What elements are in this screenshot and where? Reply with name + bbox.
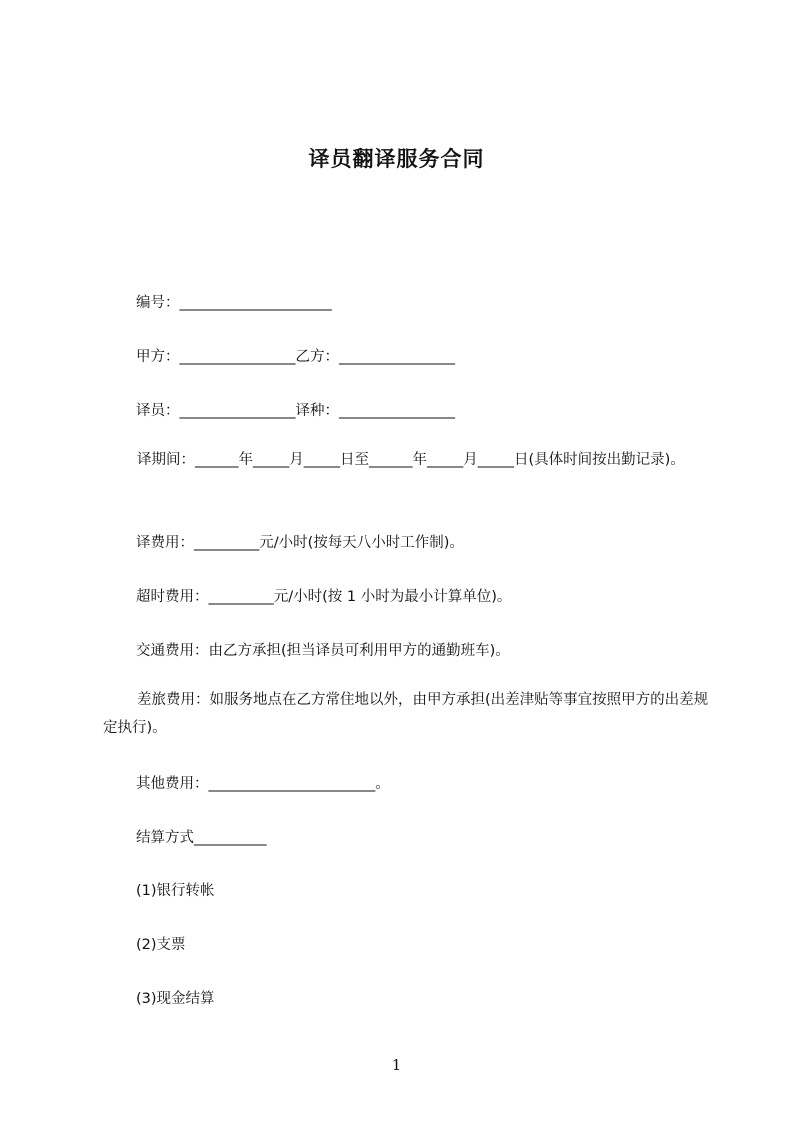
overtime-fee-clause: 超时费用：_________元/小时(按 1 小时为最小计算单位)。 [136,589,512,605]
parties-field: 甲方：________________乙方：________________ [136,349,455,365]
settlement-option-check: (2)支票 [136,937,186,953]
other-fee-clause: 其他费用：_______________________。 [136,776,390,792]
transport-fee-clause: 交通费用：由乙方承担(担当译员可利用甲方的通勤班车)。 [136,643,510,659]
contract-number-field: 编号：_____________________ [136,295,332,311]
travel-fee-clause: 差旅费用：如服务地点在乙方常住地以外，由甲方承担(出差津贴等事宜按照甲方的出差规定执行)。 [103,692,709,736]
settlement-option-bank-transfer: (1)银行转帐 [136,883,215,899]
document-title: 译员翻译服务合同 [308,147,485,171]
page-number: 1 [391,1056,402,1074]
settlement-option-cash: (3)现金结算 [136,991,215,1007]
translator-language-field: 译员：________________译种：________________ [136,403,455,419]
settlement-method-field: 结算方式__________ [136,830,267,846]
translation-period-clause: 译期间：______年_____月_____日至______年_____月_____日(具体时间按出勤记录)。 [137,452,685,468]
translation-fee-clause: 译费用：_________元/小时(按每天八小时工作制)。 [136,535,464,551]
